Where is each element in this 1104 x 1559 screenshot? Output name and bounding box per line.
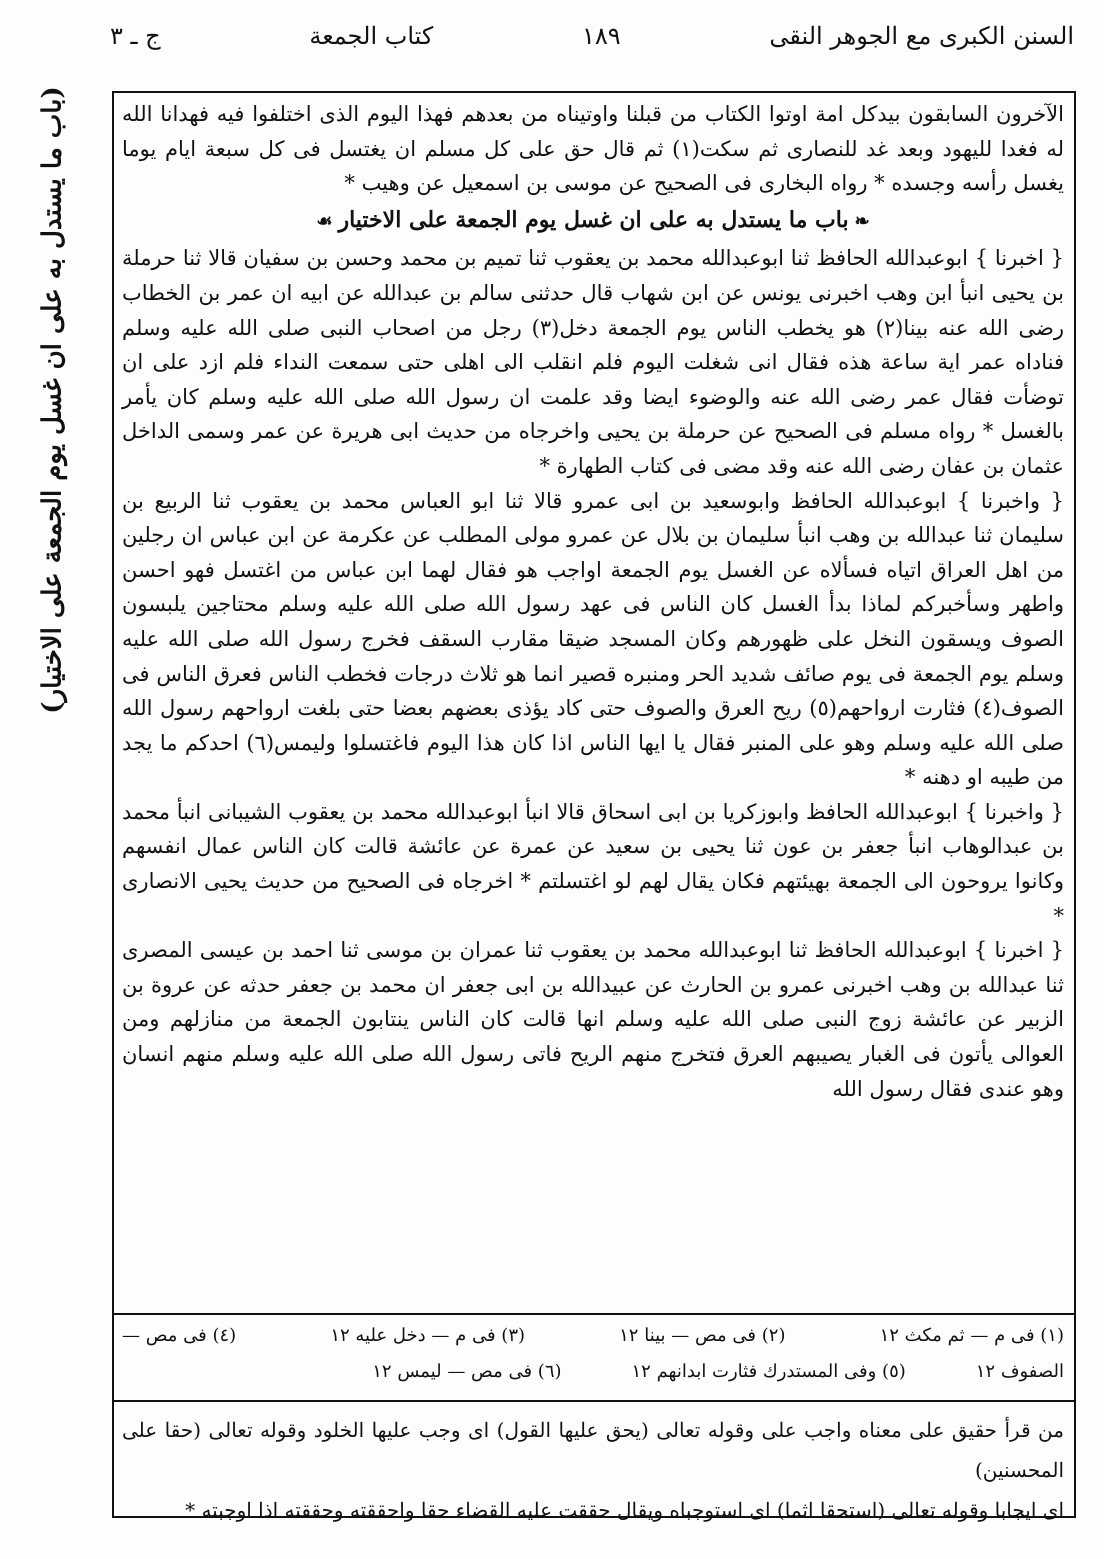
- paragraph: الآخرون السابقون بيدكل امة اوتوا الكتاب من قبلنا واوتيناه من بعدهم فهذا اليوم الذى اختلفوا فيه فهدانا الله له فغدا لليهود وبعد غد للنصارى ثم سكت(١) ثم قال حق على كل مسلم ان يغتسل فى كل سبعة ايام يوما يغسل رأسه وجسده * رواه البخارى فى الصحيح عن موسى بن اسمعيل عن وهيب *: [122, 102, 1064, 196]
- top-rule: [112, 91, 1076, 93]
- gloss-divider: [112, 1400, 1076, 1402]
- main-text: [122, 97, 1064, 1106]
- chapter-heading: [122, 203, 1064, 240]
- gloss-commentary: [122, 1410, 1064, 1530]
- volume-number: ج ـ ٣: [110, 22, 161, 50]
- paragraph: { اخبرنا } ابوعبدالله الحافظ ثنا ابوعبدالله محمد بن يعقوب ثنا عمران بن موسى ثنا احمد بن عيسى المصرى ثنا عبدالله بن وهب اخبرنى عمرو بن الحارث عن عبيدالله بن ابى جعفر ان محمد بن جعفر حدثه عن عروة بن الزبير عن عائشة زوج النبى صلى الله عليه وسلم انها قالت كان الناس ينتابون الجمعة من منازلهم ومن العوالى يأتون فى الغبار يصيبهم العرق فتخرج منهم الريح فاتى رسول الله صلى الله عليه وسلم منهم انسان وهو عندى فقال رسول الله: [122, 938, 1064, 1101]
- paragraph: { واخبرنا } ابوعبدالله الحافظ وابوسعيد بن ابى عمرو قالا ثنا ابو العباس محمد بن يعقوب ثنا الربيع بن سليمان ثنا عبدالله بن وهب انبأ سليمان بن بلال عن عمرو مولى المطلب عن عكرمة عن ابن عباس ان رجلين من اهل العراق اتياه فسألاه عن الغسل يوم الجمعة اواجب هو فقال لهما ابن عباس من اغتسل فهو احسن واطهر وسأخبركم لماذا بدأ الغسل كان الناس فى عهد رسول الله صلى الله عليه وسلم محتاجين يلبسون الصوف ويسقون النخل على ظهورهم وكان المسجد ضيقا مقارب السقف فخرج رسول الله صلى الله عليه وسلم يوم الجمعة فى يوم صائف شديد الحر ومنبره قصير انما هو ثلاث درجات فخطب الناس فعرق الناس فى الصوف(٤) فثارت ارواحهم(٥) ريح العرق والصوف حتى كاد يؤذى بعضهم بعضا حتى بلغت ارواحهم رسول الله صلى الله عليه وسلم وهو على المنبر فقال يا ايها الناس اذا كان هذا اليوم فاغتسلوا وليمس(٦) احدكم ما يجد من طيبه او دهنه *: [122, 488, 1064, 790]
- section-title: كتاب الجمعة: [309, 22, 434, 50]
- footnote-divider: [112, 1313, 1076, 1315]
- ornament-icon: ❧: [854, 210, 870, 232]
- footnote-row: [122, 1318, 1064, 1354]
- ornament-icon: ☙: [316, 210, 333, 232]
- footnote: (٣) فى م — دخل عليه ١٢: [330, 1325, 526, 1346]
- gloss-line: اى ايجابا وقوله تعالى (استحقا اثما) اى استوجباه ويقال حققت عليه القضاء حقا واحققته وحققته اذا اوجبته *: [185, 1498, 1064, 1522]
- book-title: السنن الكبرى مع الجوهر النقى: [769, 22, 1074, 50]
- page-number: ١٨٩: [581, 22, 621, 50]
- footnote: (٦) فى مص — ليمس ١٢: [372, 1361, 562, 1382]
- gloss-line: من قرأ حقيق على معناه واجب على وقوله تعالى (يحق عليها القول) اى وجب عليها الخلود وقوله تعالى (حقا على المحسنين): [122, 1418, 1064, 1482]
- chapter-title: باب ما يستدل به على ان غسل يوم الجمعة على الاختيار: [338, 206, 849, 233]
- paragraph: { اخبرنا } ابوعبدالله الحافظ ثنا ابوعبدالله محمد بن يعقوب ثنا تميم بن محمد وحسن بن سفيان قالا ثنا حرملة بن يحيى انبأ ابن وهب اخبرنى يونس عن ابن شهاب قال حدثنى سالم بن عبدالله عن ابيه ان عمر بن الخطاب رضى الله عنه بينا(٢) هو يخطب الناس يوم الجمعة دخل(٣) رجل من اصحاب النبى صلى الله عليه وسلم فناداه عمر اية ساعة هذه فقال انى شغلت اليوم فلم انقلب الى اهلى حتى سمعت النداء فلم ازد على ان توضأت فقال عمر رضى الله عنه والوضوء ايضا وقد علمت ان رسول الله صلى الله عليه وسلم كان يأمر بالغسل * رواه مسلم فى الصحيح عن حرملة بن يحيى واخرجاه من حديث ابى هريرة عن عمر وسمى الداخل عثمان بن عفان رضى الله عنه وقد مضى فى كتاب الطهارة *: [122, 246, 1064, 478]
- footnote: (١) فى م — ثم مكث ١٢: [879, 1325, 1064, 1346]
- footnote: (٤) فى مص —: [122, 1325, 237, 1346]
- footnote: الصفوف ١٢: [975, 1361, 1064, 1382]
- footnotes: [122, 1318, 1064, 1390]
- footnote: (٥) وفى المستدرك فثارت ابدانهم ١٢: [631, 1361, 906, 1382]
- margin-note: [18, 86, 88, 714]
- footnote: (٢) فى مص — بينا ١٢: [619, 1325, 786, 1346]
- footnote-row: [122, 1354, 1064, 1390]
- page-header: [110, 14, 1074, 58]
- margin-title: (باب ما يستدل به على ان غسل يوم الجمعة على الاختيار): [38, 86, 69, 714]
- paragraph: { واخبرنا } ابوعبدالله الحافظ وابوزكريا بن ابى اسحاق قالا انبأ ابوعبدالله محمد بن يعقوب الشيبانى انبأ محمد بن عبدالوهاب انبأ جعفر بن عون ثنا يحيى بن سعيد عن عمرة عن عائشة قالت كان الناس عمال انفسهم وكانوا يروحون الى الجمعة بهيئتهم فكان يقال لهم لو اغتسلتم * اخرجاه فى الصحيح من حديث يحيى الانصارى *: [122, 799, 1064, 928]
